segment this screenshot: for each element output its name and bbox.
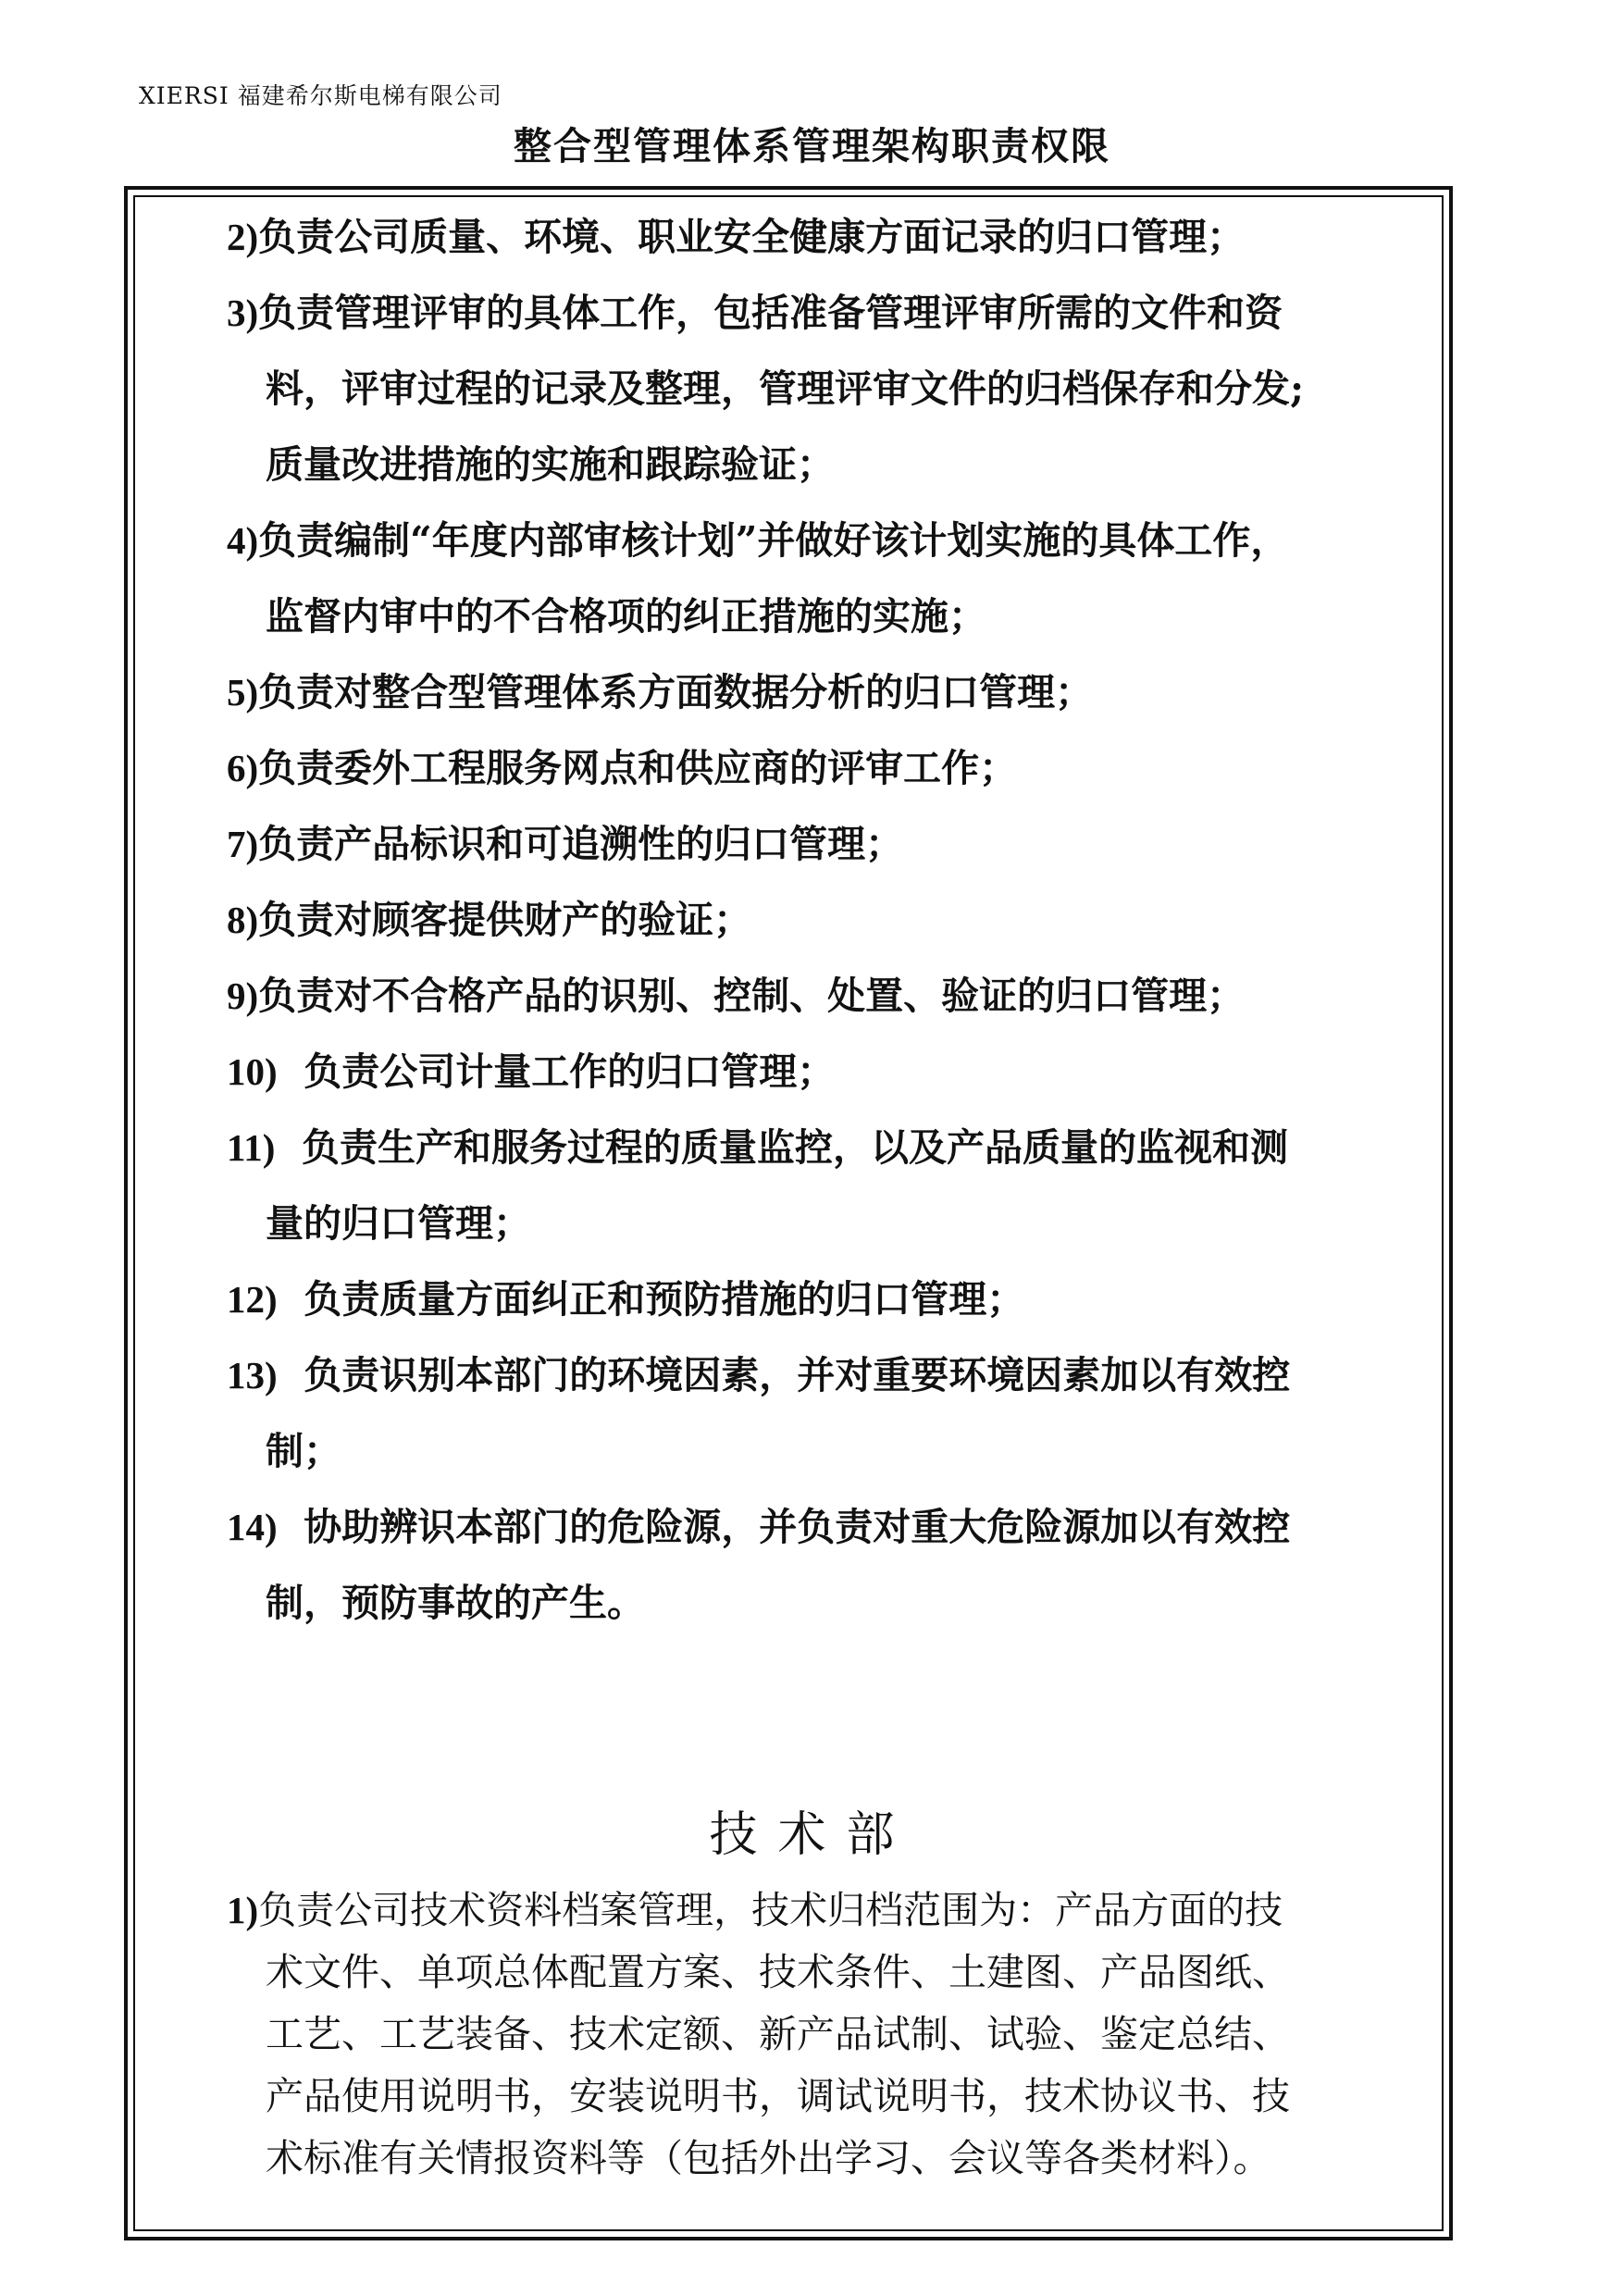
item-text-continuation: 产品使用说明书，安装说明书，调试说明书，技术协议书、技 xyxy=(266,2074,1290,2118)
item-text: 负责公司质量、环境、职业安全健康方面记录的归口管理； xyxy=(258,215,1246,259)
quality-item xyxy=(227,1110,1420,1261)
item-text: 负责产品标识和可追溯性的归口管理； xyxy=(258,822,904,866)
item-text: 负责对顾客提供财产的验证； xyxy=(258,898,752,942)
item-number: 3) xyxy=(227,292,259,334)
item-number: 14) xyxy=(227,1506,278,1548)
item-number: 6) xyxy=(227,747,259,789)
item-text-continuation: 工艺、工艺装备、技术定额、新产品试制、试验、鉴定总结、 xyxy=(266,2012,1290,2056)
item-number: 10) xyxy=(227,1050,278,1093)
item-text-continuation: 量的归口管理； xyxy=(266,1201,531,1246)
quality-item xyxy=(227,199,1420,275)
item-text-continuation: 监督内审中的不合格项的纠正措施的实施； xyxy=(266,594,986,639)
quality-item xyxy=(227,654,1420,730)
item-text: 负责识别本部门的环境因素，并对重要环境因素加以有效控 xyxy=(304,1353,1291,1397)
item-text-continuation: 制； xyxy=(266,1429,341,1473)
item-text-continuation: 质量改进措施的实施和跟踪验证； xyxy=(266,442,835,487)
item-text: 负责委外工程服务网点和供应商的评审工作； xyxy=(258,746,1018,790)
item-number: 7) xyxy=(227,823,259,865)
item-text: 负责质量方面纠正和预防措施的归口管理； xyxy=(304,1277,1025,1322)
item-number: 9) xyxy=(227,974,259,1017)
quality-item xyxy=(227,503,1420,654)
item-text-continuation: 制，预防事故的产生。 xyxy=(266,1581,645,1625)
item-text: 负责公司计量工作的归口管理； xyxy=(304,1049,836,1094)
item-number: 8) xyxy=(227,899,259,941)
item-text: 负责生产和服务过程的质量监控，以及产品质量的监视和测 xyxy=(301,1125,1288,1170)
quality-item xyxy=(227,806,1420,882)
item-text: 负责编制“年度内部审核计划”并做好该计划实施的具体工作， xyxy=(258,518,1289,563)
document-title: 整合型管理体系管理架构职责权限 xyxy=(514,124,1110,168)
item-number: 1) xyxy=(227,1889,259,1931)
item-text: 负责对整合型管理体系方面数据分析的归口管理； xyxy=(258,670,1094,714)
item-text: 负责管理评审的具体工作，包括准备管理评审所需的文件和资 xyxy=(258,291,1283,335)
item-number: 12) xyxy=(227,1278,278,1321)
quality-item xyxy=(227,1337,1420,1489)
item-text: 负责对不合格产品的识别、控制、处置、验证的归口管理； xyxy=(258,974,1246,1018)
quality-item xyxy=(227,958,1420,1034)
quality-item xyxy=(227,275,1420,503)
item-number: 11) xyxy=(227,1126,276,1169)
quality-item xyxy=(227,882,1420,958)
item-text-continuation: 术标准有关情报资料等（包括外出学习、会议等各类材料）。 xyxy=(266,2136,1271,2180)
quality-item xyxy=(227,1034,1420,1110)
section-heading-tech-dept: 技术部 xyxy=(709,1807,915,1863)
item-text: 协助辨识本部门的危险源，并负责对重大危险源加以有效控 xyxy=(304,1505,1291,1549)
quality-item xyxy=(227,1261,1420,1337)
item-number: 13) xyxy=(227,1354,278,1396)
item-number: 2) xyxy=(227,216,259,258)
tech-item xyxy=(227,1880,1420,2190)
item-number: 4) xyxy=(227,519,259,562)
quality-item xyxy=(227,730,1420,806)
item-text-continuation: 术文件、单项总体配置方案、技术条件、土建图、产品图纸、 xyxy=(266,1950,1290,1994)
item-text-continuation: 料，评审过程的记录及整理，管理评审文件的归档保存和分发; xyxy=(266,366,1305,411)
item-text: 负责公司技术资料档案管理，技术归档范围为：产品方面的技 xyxy=(258,1888,1283,1932)
quality-item xyxy=(227,1489,1420,1641)
company-header: XIERSI 福建希尔斯电梯有限公司 xyxy=(139,82,502,109)
item-number: 5) xyxy=(227,671,259,714)
